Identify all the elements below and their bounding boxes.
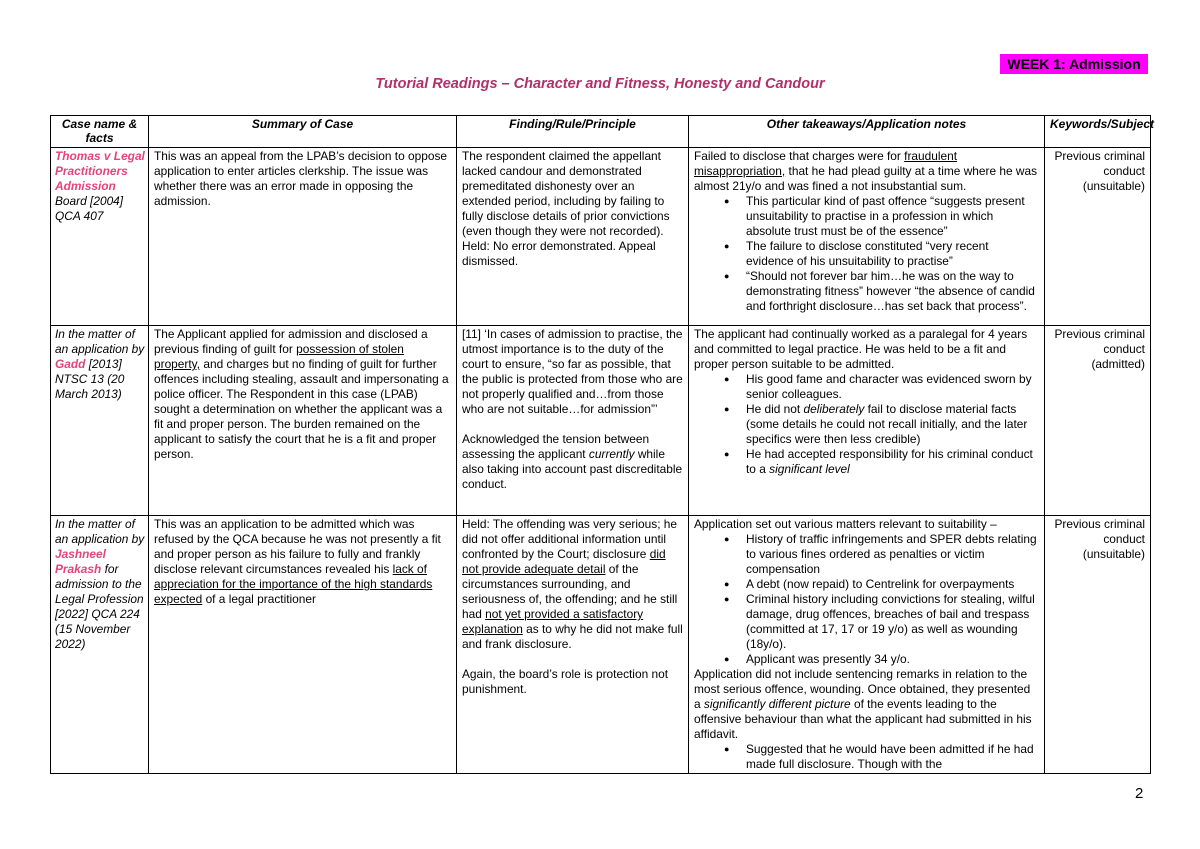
table-row: [51, 516, 1151, 774]
case-keywords: Previous criminal conduct (unsuitable): [1045, 148, 1151, 326]
case-name-highlight: Jashneel Prakash: [55, 547, 106, 576]
list-item: ● This particular kind of past offence “suggests present unsuitability to practise in a profession in which absolute trust must be of the essence”: [746, 194, 1039, 239]
header-case: Case name & facts: [51, 116, 149, 148]
case-takeaways: Failed to disclose that charges were for fraudulent misappropriation, that he had plead guilty at a time where he was almost 21y/o and was fined a not insubstantial sum. ● This particular kind of past offence “suggests present unsuitability to practise in a profession in which absolute trust must be of the essence” ● The failure to disclose constituted “very recent evidence of his unsuitability to practise” ● “Should not forever bar him…he was on the way to demonstrating fitness” however “the absence of candid and forthright disclosure…has set back that process”.: [689, 148, 1045, 326]
case-name: In the matter of an application by Gadd [2013] NTSC 13 (20 March 2013): [51, 326, 149, 516]
header-finding: Finding/Rule/Principle: [457, 116, 689, 148]
takeaway-list: [694, 742, 1039, 771]
case-summary: This was an application to be admitted which was refused by the QCA because he was not presently a fit and proper person as his failure to fully and frankly disclose relevant circumstances revealed his lack of appreciation for the importance of the high standards expected of a legal practitioner: [149, 516, 457, 774]
list-item: ● Applicant was presently 34 y/o.: [746, 652, 1039, 667]
list-item: ● He had accepted responsibility for his criminal conduct to a significant level: [746, 447, 1039, 477]
list-item: ● The failure to disclose constituted “very recent evidence of his unsuitability to practise”: [746, 239, 1039, 269]
case-table: [50, 115, 1155, 774]
header-summary: Summary of Case: [149, 116, 457, 148]
list-item: ● His good fame and character was evidenced sworn by senior colleagues.: [746, 372, 1039, 402]
week-label: WEEK 1: Admission: [1000, 54, 1148, 74]
page-title: Tutorial Readings – Character and Fitness, Honesty and Candour: [375, 76, 825, 92]
case-finding: [11] ‘In cases of admission to practise, the utmost importance is to the duty of the court to ensure, “so far as possible, that the public is protected from those who are not properly qualified and…from those who are not suitable…for admission”’ Acknowledged the tension between assessing the applicant currently while also taking into account past discreditable conduct.: [457, 326, 689, 516]
case-name: In the matter of an application by Jashneel Prakash for admission to the Legal Profession [2022] QCA 224 (15 November 2022): [51, 516, 149, 774]
table-row: [51, 326, 1151, 516]
takeaway-list: [694, 372, 1039, 477]
list-item: ● Suggested that he would have been admitted if he had made full disclosure. Though with the: [746, 742, 1039, 771]
case-name-highlight: Thomas v Legal Practitioners Admission: [55, 149, 145, 193]
case-keywords: Previous criminal conduct (unsuitable): [1045, 516, 1151, 774]
case-keywords: Previous criminal conduct (admitted): [1045, 326, 1151, 516]
list-item: ● A debt (now repaid) to Centrelink for overpayments: [746, 577, 1039, 592]
table-row: [51, 148, 1151, 326]
list-item: ● History of traffic infringements and SPER debts relating to various fines ordered as penalties or victim compensation: [746, 532, 1039, 577]
list-item: ● He did not deliberately fail to disclose material facts (some details he could not recall initially, and the later specifics were then less credible): [746, 402, 1039, 447]
header-takeaways: Other takeaways/Application notes: [689, 116, 1045, 148]
list-item: ● Criminal history including convictions for stealing, wilful damage, drug offences, breaches of bail and trespass (committed at 17, 17 or 19 y/o) as well as wounding (18y/o).: [746, 592, 1039, 652]
takeaway-list: [694, 194, 1039, 314]
case-takeaways: Application set out various matters relevant to suitability – ● History of traffic infringements and SPER debts relating to various fines ordered as penalties or victim compensation ● A debt (now repaid) to Centrelink for overpayments ● Criminal history including convictions for stealing, wilful damage, drug offences, breaches of bail and trespass (committed at 17, 17 or 19 y/o) as well as wounding (18y/o). ● Applicant was presently 34 y/o. Application did not include sentencing remarks in relation to the most serious offence, wounding. Once obtained, they presented a significantly different picture of the events leading to the offensive behaviour than what the applicant had submitted in his affidavit. ● Suggested that he would have been admitted if he had made full disclosure. Though with the: [689, 516, 1045, 774]
header-keywords: Keywords/Subject: [1045, 116, 1151, 148]
page-number: 2: [1135, 785, 1144, 802]
case-takeaways: The applicant had continually worked as a paralegal for 4 years and committed to legal practice. He was held to be a fit and proper person suitable to be admitted. ● His good fame and character was evidenced sworn by senior colleagues. ● He did not deliberately fail to disclose material facts (some details he could not recall initially, and the later specifics were then less credible) ● He had accepted responsibility for his criminal conduct to a significant level: [689, 326, 1045, 516]
table-header-row: [51, 116, 1151, 148]
list-item: ● “Should not forever bar him…he was on the way to demonstrating fitness” however “the absence of candid and forthright disclosure…has set back that process”.: [746, 269, 1039, 314]
case-summary: This was an appeal from the LPAB’s decision to oppose application to enter articles clerkship. The issue was whether there was an error made in opposing the admission.: [149, 148, 457, 326]
case-name-highlight: Gadd: [55, 357, 86, 371]
case-name: Thomas v Legal Practitioners Admission Board [2004] QCA 407: [51, 148, 149, 326]
case-finding: Held: The offending was very serious; he did not offer additional information until confronted by the Court; disclosure did not provide adequate detail of the circumstances surrounding, and seriousness of, the offending; and he still had not yet provided a satisfactory explanation as to why he did not make full and frank disclosure. Again, the board’s role is protection not punishment.: [457, 516, 689, 774]
case-finding: The respondent claimed the appellant lacked candour and demonstrated premeditated dishonesty over an extended period, including by failing to fully disclose details of prior convictions (even though they were not recorded). Held: No error demonstrated. Appeal dismissed.: [457, 148, 689, 326]
case-summary: The Applicant applied for admission and disclosed a previous finding of guilt for possession of stolen property, and charges but no finding of guilt for further offences including stealing, assault and impersonating a police officer. The Respondent in this case (LPAB) sought a determination on whether the applicant was a fit and proper person. The burden remained on the applicant to satisfy the court that he is a fit and proper person.: [149, 326, 457, 516]
takeaway-list: [694, 532, 1039, 667]
